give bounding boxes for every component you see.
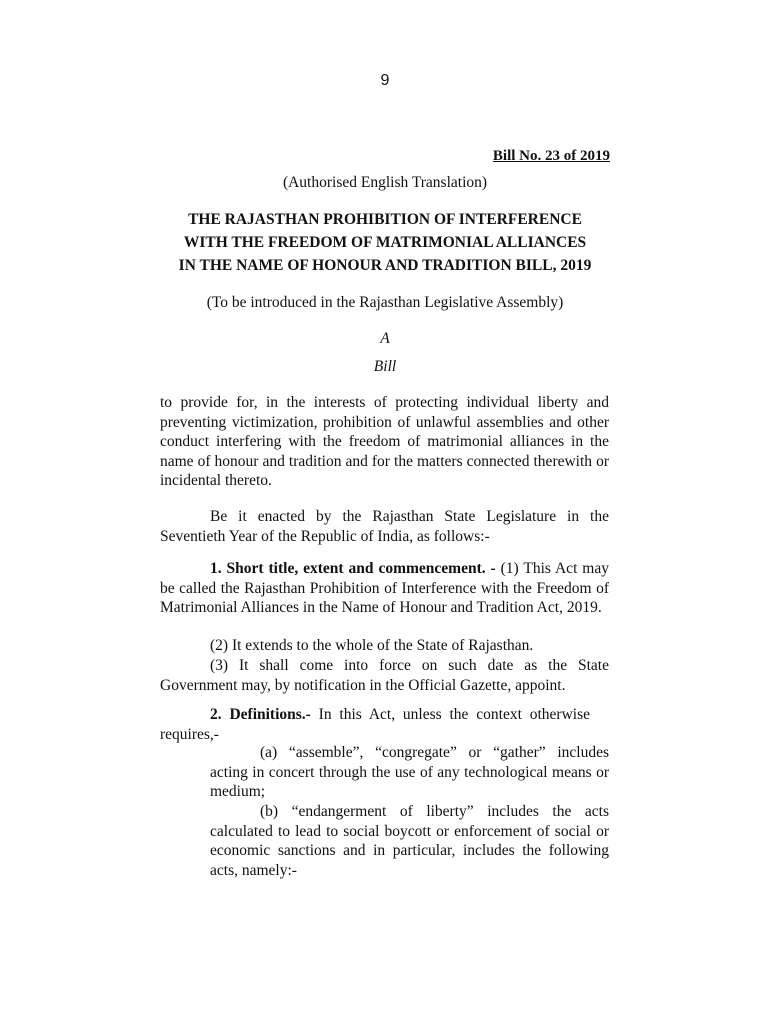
section-1-sub-1: (1) This Act may be called the Rajasthan Prohibition of Interference with the Freedom of Matrimonial Alliances in the Name of Honour and Tradition Act, 2019.	[160, 560, 609, 617]
bill-title-line-3: IN THE NAME OF HONOUR AND TRADITION BILL, 2019	[178, 257, 592, 274]
bill-word: Bill	[373, 358, 397, 375]
section-2-intro: In this Act, unless the context otherwise requires,-	[160, 706, 590, 743]
definition-a: (a) “assemble”, “congregate” or “gather” includes acting in concert through the use of any technological means or medium;	[210, 744, 609, 801]
section-1-heading: 1. Short title, extent and commencement. -	[210, 560, 496, 577]
bill-title-line-1: THE RAJASTHAN PROHIBITION OF INTERFERENCE	[188, 211, 582, 228]
section-2	[160, 705, 590, 744]
enacting-clause: Be it enacted by the Rajasthan State Legislature in the Seventieth Year of the Republic of India, as follows:-	[160, 508, 609, 545]
bill-number: Bill No. 23 of 2019	[492, 148, 610, 164]
section-1-sub-3: (3) It shall come into force on such date as the State Government may, by notification in the Official Gazette, appoint.	[160, 657, 609, 694]
introduced-note: (To be introduced in the Rajasthan Legislative Assembly)	[206, 294, 564, 311]
section-1	[160, 559, 609, 618]
bill-title-line-2: WITH THE FREEDOM OF MATRIMONIAL ALLIANCES	[183, 234, 587, 251]
bill-title	[150, 208, 620, 277]
page-number: 9	[380, 72, 390, 89]
bill-article: A	[380, 330, 390, 347]
translation-note: (Authorised English Translation)	[282, 174, 488, 191]
section-2-heading: 2. Definitions.-	[210, 706, 311, 723]
section-1-sub-2: (2) It extends to the whole of the State of Rajasthan.	[210, 637, 534, 654]
preamble: to provide for, in the interests of protecting individual liberty and preventing victimization, prohibition of unlawful assemblies and other conduct interfering with the freedom of matrimonial alliances in the name of honour and tradition and for the matters connected therewith or incidental thereto.	[160, 394, 609, 490]
definition-b: (b) “endangerment of liberty” includes the acts calculated to lead to social boycott or enforcement of social or economic sanctions and in particular, includes the following acts, namely:-	[210, 803, 609, 879]
